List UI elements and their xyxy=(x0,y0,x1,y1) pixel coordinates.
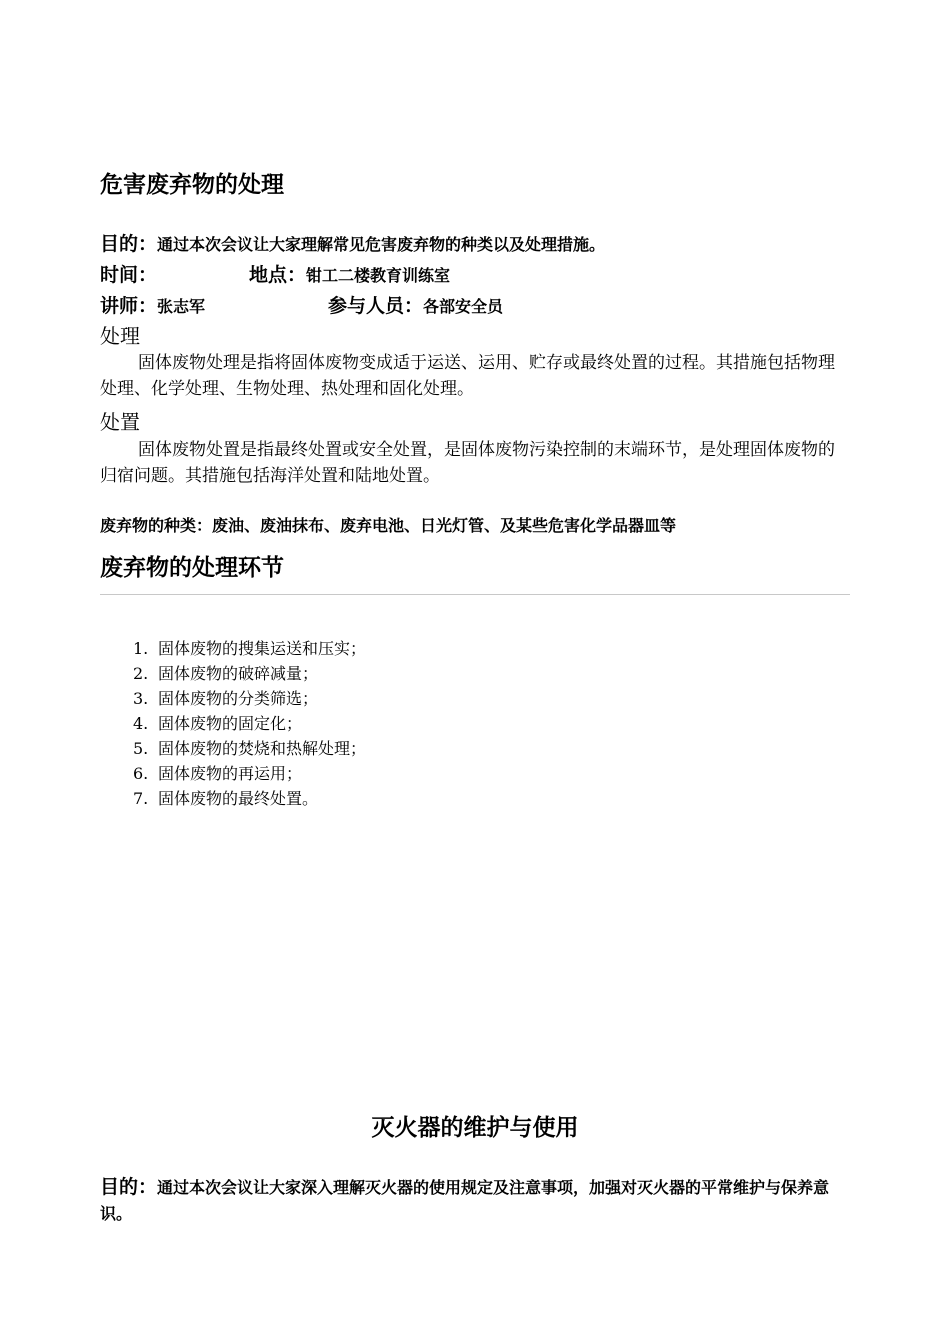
list-item: 2. 固体废物的破碎减量； xyxy=(133,664,319,683)
treatment-paragraph: 固体废物处理是指将固体废物变成适于运送、运用、贮存或最终处置的过程。其措施包括物理处理、化学处理、生物处理、热处理和固化处理。 xyxy=(100,353,835,399)
place-label: 地点： xyxy=(249,264,307,286)
time-line xyxy=(100,260,157,287)
list-item: 4. 固体废物的固定化； xyxy=(133,714,303,733)
list-item: 5. 固体废物的焚烧和热解处理； xyxy=(133,739,367,758)
purpose-line xyxy=(100,229,605,256)
fire-purpose-label: 目的： xyxy=(100,1176,158,1198)
list-item: 6. 固体废物的再运用； xyxy=(133,764,303,783)
disposal-paragraph: 固体废物处置是指最终处置或安全处置，是固体废物污染控制的末端环节，是处理固体废物的归宿问题。其措施包括海洋处置和陆地处置。 xyxy=(100,440,835,486)
lecturer-value: 张志军 xyxy=(157,297,206,316)
list-item: 7. 固体废物的最终处置。 xyxy=(133,789,319,808)
treatment-heading: 处理 xyxy=(100,324,140,348)
participants-line xyxy=(328,291,503,318)
fire-purpose-value: 通过本次会议让大家深入理解灭火器的使用规定及注意事项，加强对灭火器的平常维护与保养意识。 xyxy=(100,1178,830,1223)
purpose-value: 通过本次会议让大家理解常见危害废弃物的种类以及处理措施。 xyxy=(157,235,606,254)
list-item: 1. 固体废物的搜集运送和压实； xyxy=(133,639,367,658)
list-item: 3. 固体废物的分类筛选； xyxy=(133,689,319,708)
disposal-heading: 处置 xyxy=(100,410,140,434)
process-steps-list xyxy=(133,636,366,811)
purpose-label: 目的： xyxy=(100,233,158,255)
fire-purpose-paragraph xyxy=(100,1174,850,1227)
place-line xyxy=(249,260,450,287)
place-value: 钳工二楼教育训练室 xyxy=(306,266,451,285)
section-title-hazardous-waste: 危害废弃物的处理 xyxy=(100,172,284,198)
lecturer-label: 讲师： xyxy=(100,295,158,317)
waste-types-line: 废弃物的种类：废油、废油抹布、废弃电池、日光灯管、及某些危害化学品器皿等 xyxy=(100,516,677,535)
participants-value: 各部安全员 xyxy=(423,297,504,316)
section-title-waste-process: 废弃物的处理环节 xyxy=(100,555,284,581)
section-divider xyxy=(100,594,850,595)
lecturer-line xyxy=(100,291,205,318)
section-title-fire-extinguisher: 灭火器的维护与使用 xyxy=(371,1115,579,1141)
participants-label: 参与人员： xyxy=(328,295,424,317)
time-label: 时间： xyxy=(100,264,158,286)
